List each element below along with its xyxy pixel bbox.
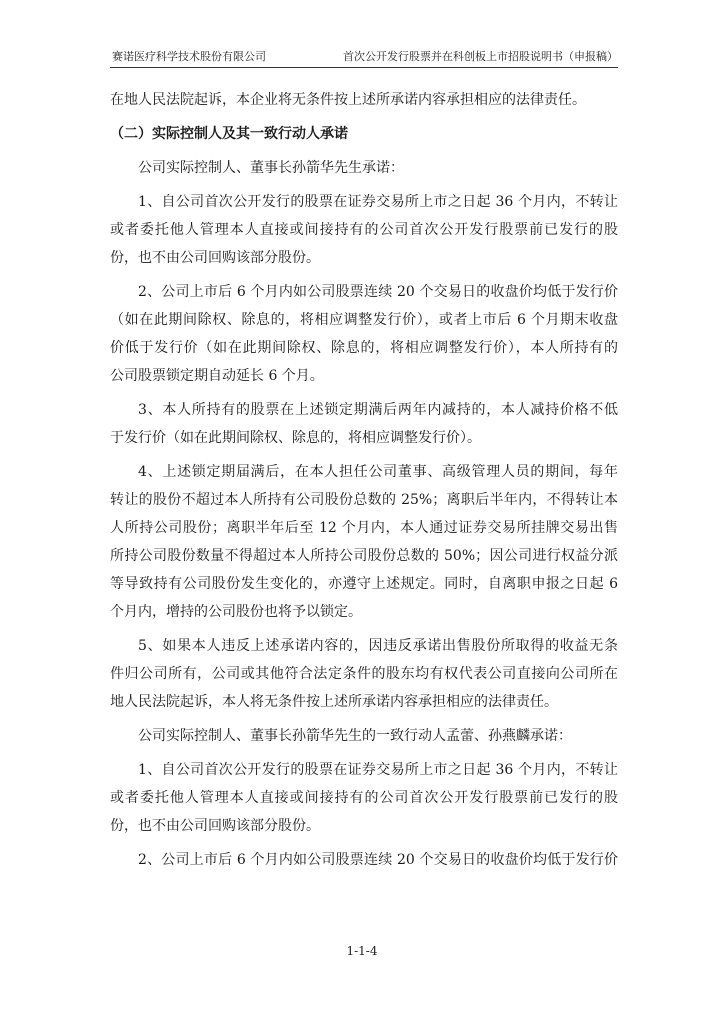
paragraph-line: 2、公司上市后 6 个月内如公司股票连续 20 个交易日的收盘价均低于发行价 [138,284,618,300]
paragraph-line: 转让的股份不超过本人所持有公司股份总数的 25%；离职后半年内，不得转让本 [110,492,618,508]
paragraph-line: 人所持公司股份；离职半年后至 12 个月内，本人通过证券交易所挂牌交易出售 [110,520,618,536]
paragraph-line: 2、公司上市后 6 个月内如公司股票连续 20 个交易日的收盘价均低于发行价 [138,852,618,868]
paragraph-line: 个月内，增持的公司股份也将予以锁定。 [110,604,362,620]
paragraph [110,632,618,716]
paragraph-line: 4、上述锁定期届满后，在本人担任公司董事、高级管理人员的期间，每年 [138,464,618,480]
header-company-name: 赛诺医疗科学技术股份有限公司 [112,50,266,63]
paragraph-line: 地人民法院起诉，本人将无条件按上述所承诺内容承担相应的法律责任。 [110,694,558,710]
header-document-title: 首次公开发行股票并在科创板上市招股说明书（申报稿） [343,50,618,63]
paragraph-line: 份，也不由公司回购该部分股份。 [110,250,320,266]
paragraph-line: 公司实际控制人、董事长孙箭华先生承诺： [138,160,404,176]
paragraph-line: 3、本人所持有的股票在上述锁定期满后两年内减持的，本人减持价格不低 [138,402,618,418]
paragraph-line: 在地人民法院起诉，本企业将无条件按上述所承诺内容承担相应的法律责任。 [110,92,586,108]
paragraph-line: 份，也不由公司回购该部分股份。 [110,818,320,834]
header-rule [110,67,618,68]
paragraph-line: 所持公司股份数量不得超过本人所持公司股份总数的 50%；因公司进行权益分派 [110,548,618,564]
page-body [110,86,618,874]
paragraph-line: 1、自公司首次公开发行的股票在证券交易所上市之日起 36 个月内，不转让 [138,194,618,210]
paragraph-line: 公司股票锁定期自动延长 6 个月。 [110,368,324,384]
paragraph [110,458,618,626]
paragraph [110,396,618,452]
paragraph-line: （如在此期间除权、除息的，将相应调整发行价），或者上市后 6 个月期末收盘 [110,312,618,328]
paragraph [110,188,618,272]
section-heading: （二）实际控制人及其一致行动人承诺 [110,126,348,142]
paragraph-line: 于发行价（如在此期间除权、除息的，将相应调整发行价）。 [110,430,481,446]
paragraph-line: 等导致持有公司股份发生变化的，亦遵守上述规定。同时，自离职申报之日起 6 [110,576,618,592]
paragraph-line: 价低于发行价（如在此期间除权、除息的，将相应调整发行价），本人所持有的 [110,340,618,356]
paragraph-line: 公司实际控制人、董事长孙箭华先生的一致行动人孟蕾、孙燕麟承诺： [138,728,572,744]
paragraph-line: 或者委托他人管理本人直接或间接持有的公司首次公开发行股票前已发行的股 [110,222,618,238]
paragraph-line: 1、自公司首次公开发行的股票在证券交易所上市之日起 36 个月内，不转让 [138,762,618,778]
page-header [112,49,618,65]
page-number: 1-1-4 [346,944,378,958]
paragraph [110,278,618,390]
paragraph-line: 或者委托他人管理本人直接或间接持有的公司首次公开发行股票前已发行的股 [110,790,618,806]
paragraph [110,756,618,840]
paragraph-line: 件归公司所有，公司或其他符合法定条件的股东均有权代表公司直接向公司所在 [110,666,618,682]
paragraph-line: 5、如果本人违反上述承诺内容的，因违反承诺出售股份所取得的收益无条 [138,638,618,654]
